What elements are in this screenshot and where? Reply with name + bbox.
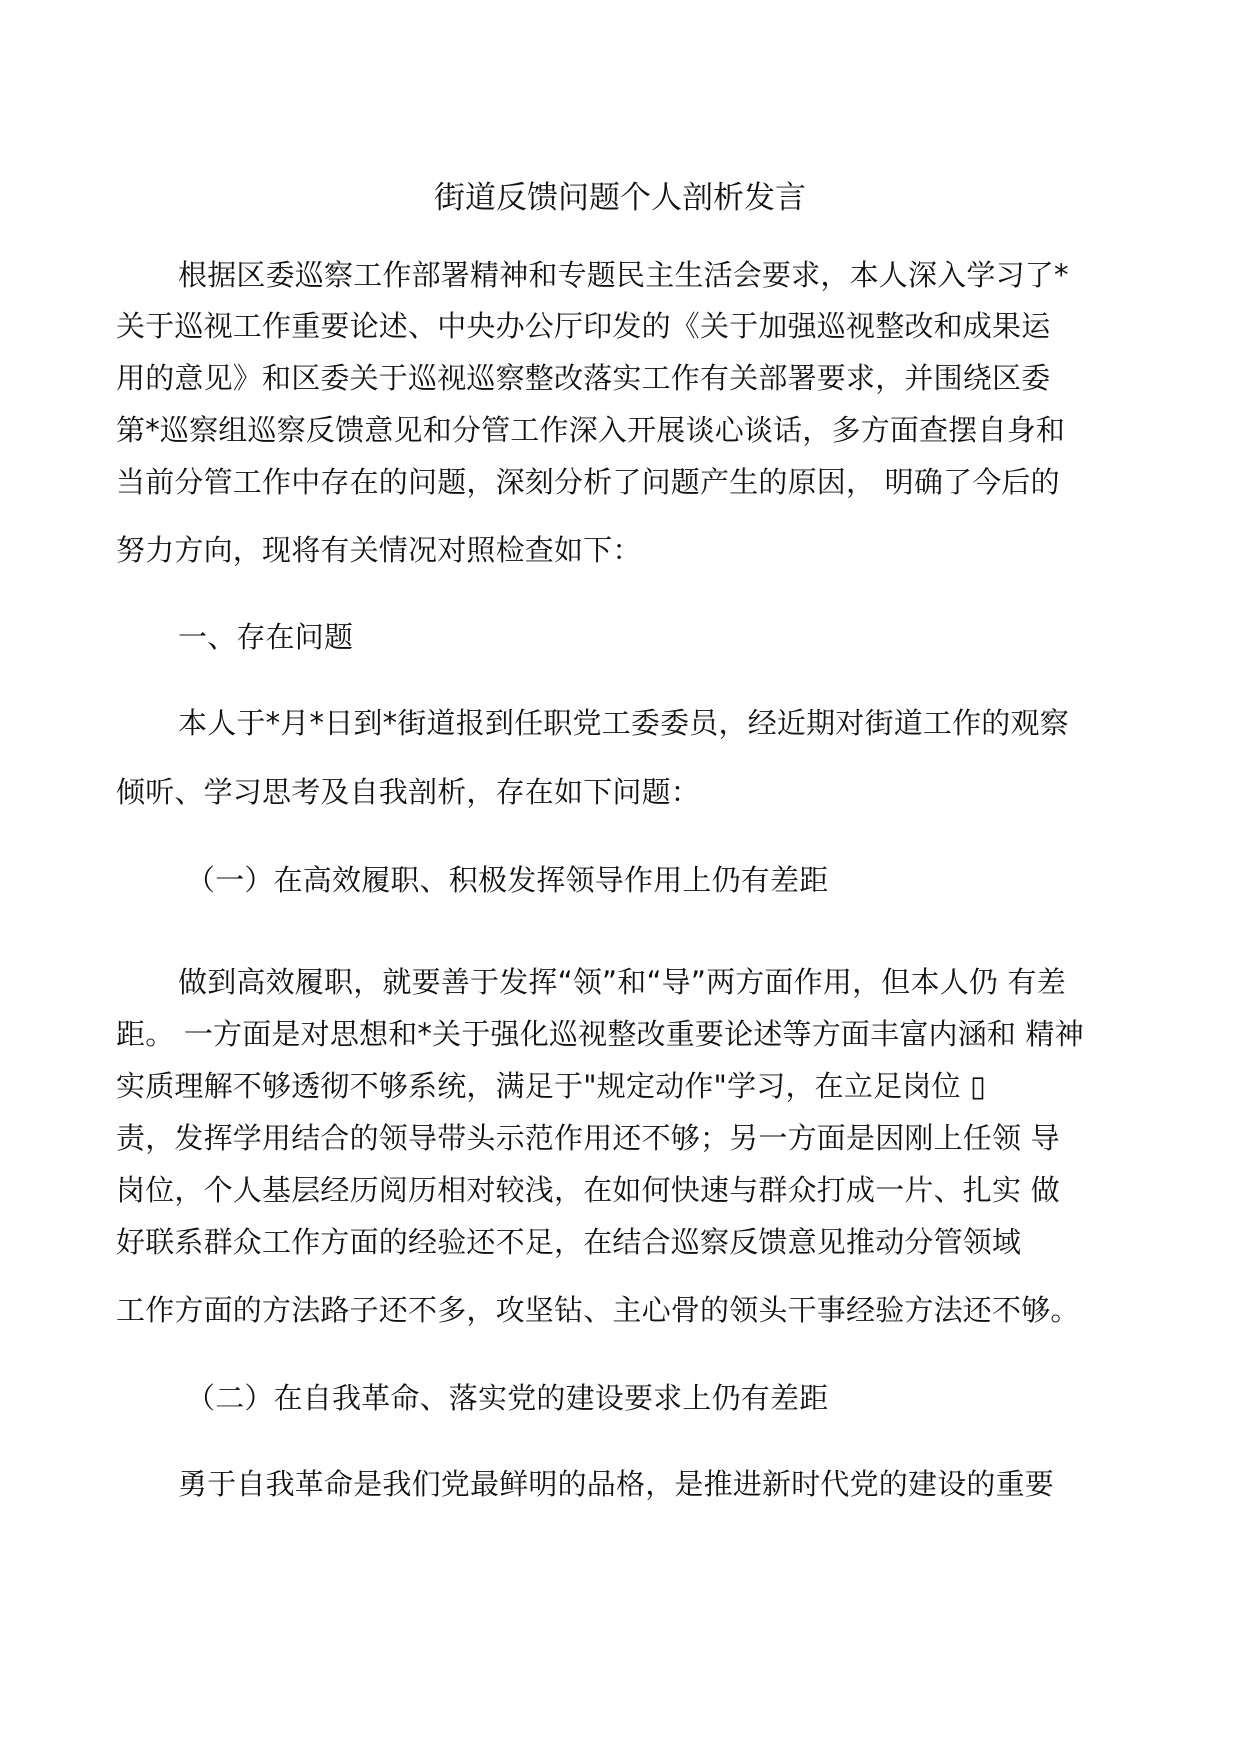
- paragraph-line: 工作方面的方法路子还不多，攻坚钻、主心骨的领头干事经验方法还不够。: [116, 1293, 1080, 1327]
- subsection-heading: （二）在自我革命、落实党的建设要求上仍有差距: [186, 1381, 829, 1415]
- subsection-heading: （一）在高效履职、积极发挥领导作用上仍有差距: [186, 863, 829, 897]
- paragraph-line: 好联系群众工作方面的经验还不足，在结合巡察反馈意见推动分管领域: [116, 1225, 1022, 1259]
- paragraph-line: 距。 一方面是对思想和*关于强化巡视整改重要论述等方面丰富内涵和 精神: [116, 1017, 1084, 1051]
- paragraph-line: 根据区委巡察工作部署精神和专题民主生活会要求，本人深入学习了*: [178, 258, 1069, 292]
- paragraph-line: 用的意见》和区委关于巡视巡察整改落实工作有关部署要求，并围绕区委: [116, 361, 1051, 395]
- paragraph-line: 实质理解不够透彻不够系统，满足于"规定动作"学习，在立足岗位 ▯: [116, 1069, 987, 1103]
- paragraph-line: 本人于*月*日到*街道报到任职党工委委员，经近期对街道工作的观察: [178, 706, 1069, 740]
- section-heading: 一、存在问题: [178, 620, 354, 654]
- paragraph-line: 关于巡视工作重要论述、中央办公厅印发的《关于加强巡视整改和成果运: [116, 309, 1051, 343]
- paragraph-line: 努力方向，现将有关情况对照检查如下：: [116, 533, 642, 567]
- paragraph-line: 勇于自我革命是我们党最鲜明的品格，是推进新时代党的建设的重要: [178, 1467, 1055, 1501]
- paragraph-line: 责，发挥学用结合的领导带头示范作用还不够；另一方面是因刚上任领 导: [116, 1121, 1060, 1155]
- paragraph-line: 倾听、学习思考及自我剖析，存在如下问题：: [116, 775, 701, 809]
- paragraph-line: 做到高效履职，就要善于发挥“领”和“导”两方面作用，但本人仍 有差: [178, 965, 1066, 999]
- document-title: 街道反馈问题个人剖析发言: [434, 180, 806, 216]
- paragraph-line: 岗位，个人基层经历阅历相对较浅，在如何快速与群众打成一片、扎实 做: [116, 1173, 1060, 1207]
- paragraph-line: 第*巡察组巡察反馈意见和分管工作深入开展谈心谈话，多方面查摆自身和: [116, 413, 1066, 447]
- paragraph-line: 当前分管工作中存在的问题，深刻分析了问题产生的原因， 明确了今后的: [116, 465, 1060, 499]
